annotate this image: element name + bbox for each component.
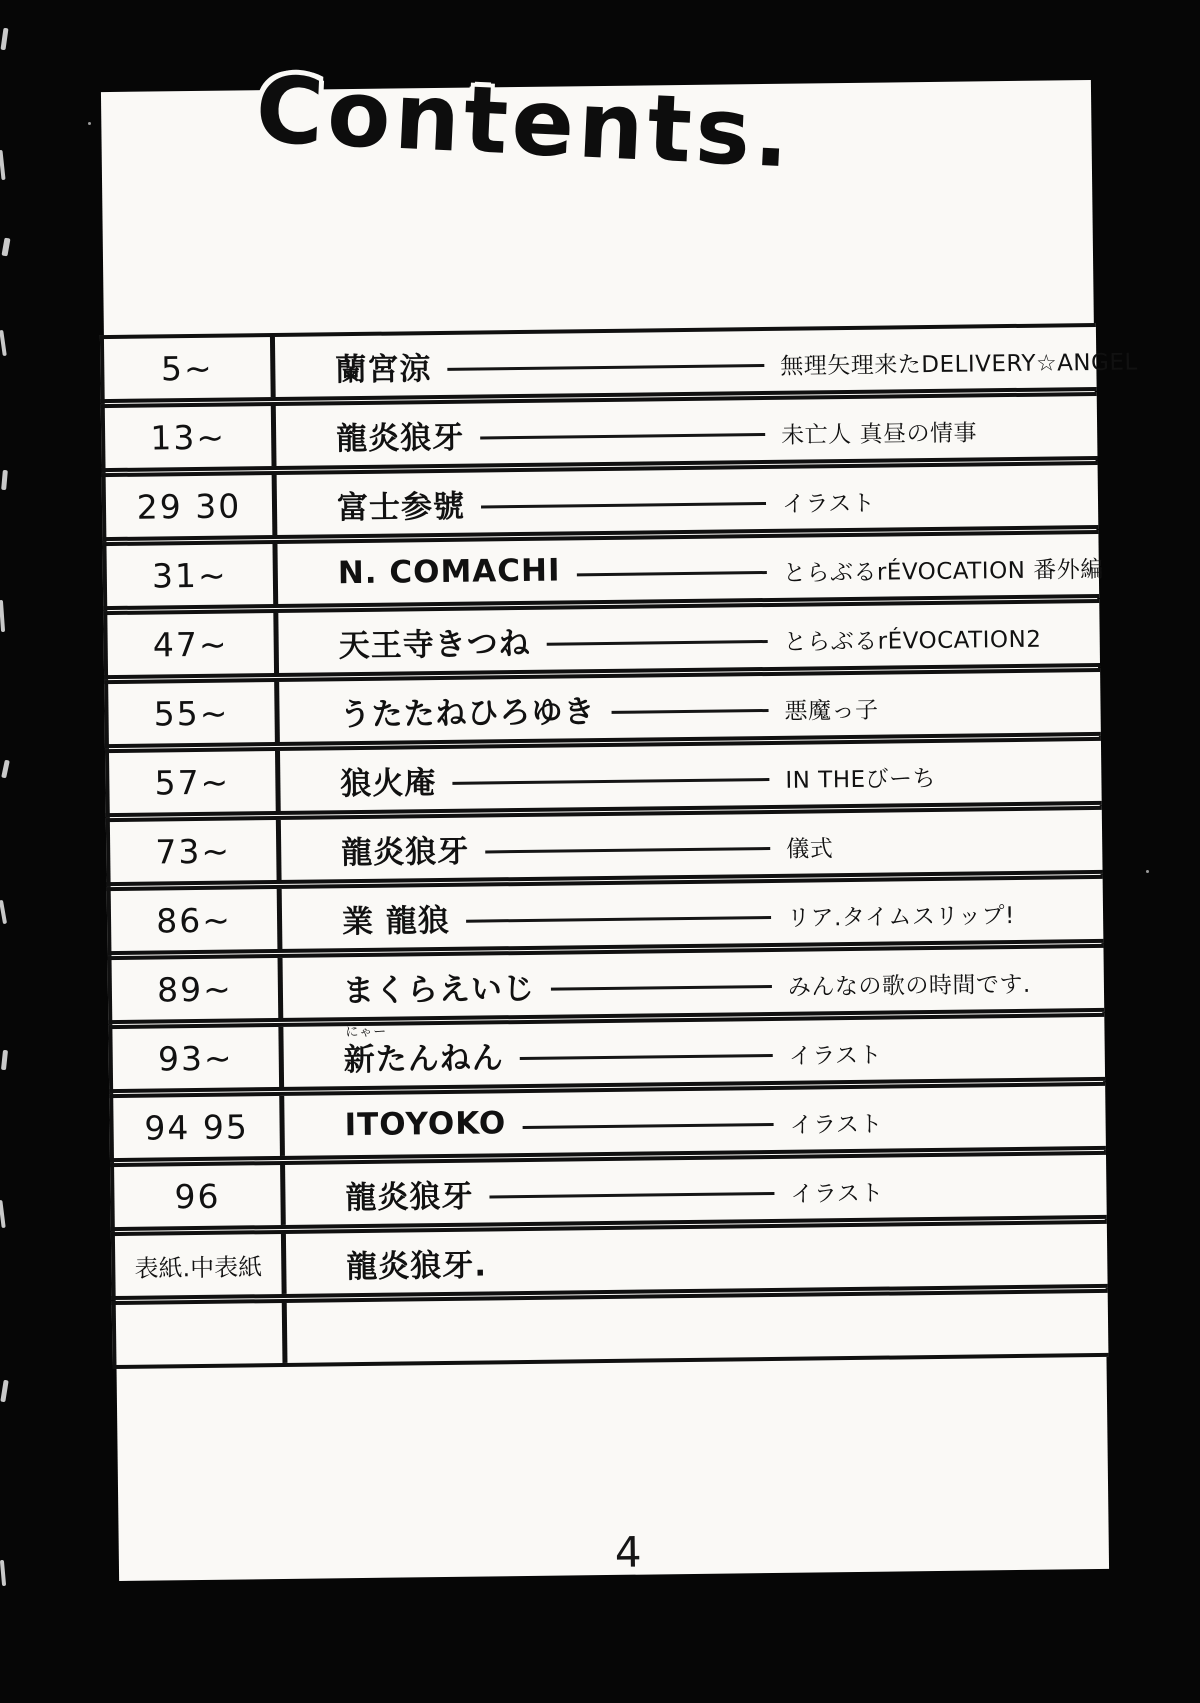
author-block	[340, 752, 786, 802]
binding-scratch	[0, 28, 8, 50]
toc-entry	[285, 1155, 1107, 1225]
toc-title: イラスト	[781, 490, 876, 518]
toc-entry	[281, 810, 1103, 880]
binding-scratch	[1, 760, 10, 779]
binding-scratch	[1, 1050, 8, 1070]
author-block	[347, 1327, 792, 1332]
toc-entry	[275, 327, 1138, 397]
author-block	[344, 1102, 789, 1143]
dash-line	[485, 846, 770, 852]
author-block	[336, 407, 782, 457]
dash-line	[520, 1053, 773, 1059]
toc-author: 龍炎狼牙.	[346, 1246, 488, 1285]
toc-title: IN THEびーち	[785, 765, 937, 794]
toc-title: イラスト	[788, 1042, 883, 1070]
author-block	[343, 1024, 789, 1078]
author-block	[335, 338, 781, 388]
author-block	[342, 890, 788, 940]
toc-row	[104, 668, 1101, 748]
toc-row	[100, 323, 1138, 403]
toc-row	[107, 944, 1104, 1024]
binding-scratch	[0, 330, 7, 356]
toc-author: 天王寺きつね	[338, 625, 531, 664]
dust-speck	[88, 122, 91, 125]
binding-scratch	[0, 150, 6, 180]
toc-author: 蘭宮涼	[335, 350, 432, 388]
toc-author: 狼火庵	[340, 764, 437, 802]
toc-row	[112, 1289, 1109, 1369]
author-block	[343, 959, 789, 1009]
toc-row	[102, 461, 1099, 541]
toc-title: イラスト	[789, 1111, 884, 1139]
toc-entry	[278, 603, 1100, 673]
toc-entry	[277, 465, 1099, 535]
toc-author-furigana: にゃー	[345, 1024, 388, 1040]
toc-pages: 94 95	[113, 1096, 285, 1158]
toc-row	[110, 1151, 1107, 1231]
toc-author: まくらえいじ	[342, 970, 536, 1009]
toc-pages: 57~	[109, 751, 281, 813]
dash-line	[481, 502, 766, 508]
toc-pages: 96	[114, 1165, 286, 1227]
binding-scratch	[0, 900, 7, 924]
dash-line	[522, 1122, 773, 1128]
toc-author: ITOYOKO	[344, 1105, 507, 1144]
binding-scratch	[0, 1380, 8, 1403]
toc-row	[111, 1220, 1108, 1300]
author-block	[338, 550, 783, 591]
dash-line	[489, 1191, 774, 1197]
author-block	[338, 614, 784, 664]
toc-author: 龍炎狼牙	[335, 419, 465, 457]
author-block	[345, 1166, 791, 1216]
toc-entry	[279, 672, 1101, 742]
toc-pages: 31~	[106, 544, 278, 606]
toc-author: 龍炎狼牙	[345, 1178, 474, 1216]
toc-title: リア.タイムスリップ!	[786, 903, 1015, 932]
toc-pages: 47~	[107, 613, 279, 675]
toc-entry	[280, 741, 1102, 811]
toc-author: 新たんねん	[343, 1039, 504, 1078]
page-number: 4	[614, 1527, 642, 1577]
binding-scratch	[0, 1200, 6, 1228]
dash-line	[480, 433, 765, 439]
toc-entry	[283, 1017, 1105, 1087]
toc-entry	[287, 1293, 1109, 1363]
toc-entry	[284, 1086, 1106, 1156]
paper-page	[101, 56, 1138, 1581]
contents-table	[100, 323, 1138, 1369]
dash-line	[547, 639, 768, 645]
toc-entry	[276, 396, 1098, 466]
toc-row	[109, 1082, 1106, 1162]
dash-line	[466, 915, 771, 922]
dash-line	[447, 364, 764, 371]
toc-author: うたたねひろゆき	[339, 693, 596, 733]
toc-row	[106, 806, 1103, 886]
toc-pages: 89~	[112, 958, 284, 1020]
toc-author: 龍炎狼牙	[341, 833, 470, 871]
toc-pages: 5~	[104, 337, 276, 399]
dash-line	[452, 777, 769, 784]
toc-title: とらぶるrÉVOCATION2	[783, 626, 1042, 656]
toc-author: N. COMACHI	[337, 552, 561, 592]
dash-line	[577, 571, 767, 576]
toc-row	[101, 392, 1098, 472]
binding-scratch	[0, 1560, 6, 1586]
page-title: Contents.	[253, 56, 796, 189]
toc-pages: 93~	[112, 1027, 284, 1089]
toc-pages: 86~	[111, 889, 283, 951]
toc-pages: 表紙.中表紙	[115, 1234, 287, 1296]
toc-pages: 55~	[108, 682, 280, 744]
toc-pages	[116, 1303, 288, 1365]
toc-title: 未亡人 真昼の情事	[781, 420, 978, 449]
author-block	[337, 476, 783, 526]
toc-entry	[277, 534, 1104, 604]
toc-title: 儀式	[786, 836, 834, 863]
dash-line	[612, 708, 769, 713]
dust-speck	[1146, 870, 1149, 873]
binding-scratch	[1, 470, 8, 490]
toc-entry	[282, 879, 1104, 949]
toc-row	[102, 530, 1104, 610]
toc-row	[105, 737, 1102, 817]
author-block	[339, 683, 785, 733]
toc-entry	[286, 1224, 1108, 1294]
toc-title: 無理矢理来たDELIVERY☆ANGEL	[780, 349, 1138, 380]
author-block	[341, 821, 787, 871]
toc-title: とらぶるrÉVOCATION 番外編	[782, 556, 1104, 587]
toc-title: みんなの歌の時間です.	[787, 971, 1031, 1001]
binding-scratch	[0, 600, 5, 632]
dash-line	[551, 984, 772, 990]
toc-row	[108, 1013, 1105, 1093]
toc-author: 富士参號	[336, 488, 466, 526]
toc-pages: 29 30	[106, 475, 278, 537]
author-block	[346, 1235, 792, 1285]
binding-scratch	[1, 238, 10, 257]
toc-pages: 73~	[110, 820, 282, 882]
toc-pages: 13~	[105, 406, 277, 468]
toc-author: 業 龍狼	[341, 902, 451, 940]
toc-title: 悪魔っ子	[784, 697, 879, 725]
toc-entry	[283, 948, 1105, 1018]
toc-row	[103, 599, 1100, 679]
toc-title: イラスト	[790, 1180, 884, 1208]
toc-row	[107, 875, 1104, 955]
